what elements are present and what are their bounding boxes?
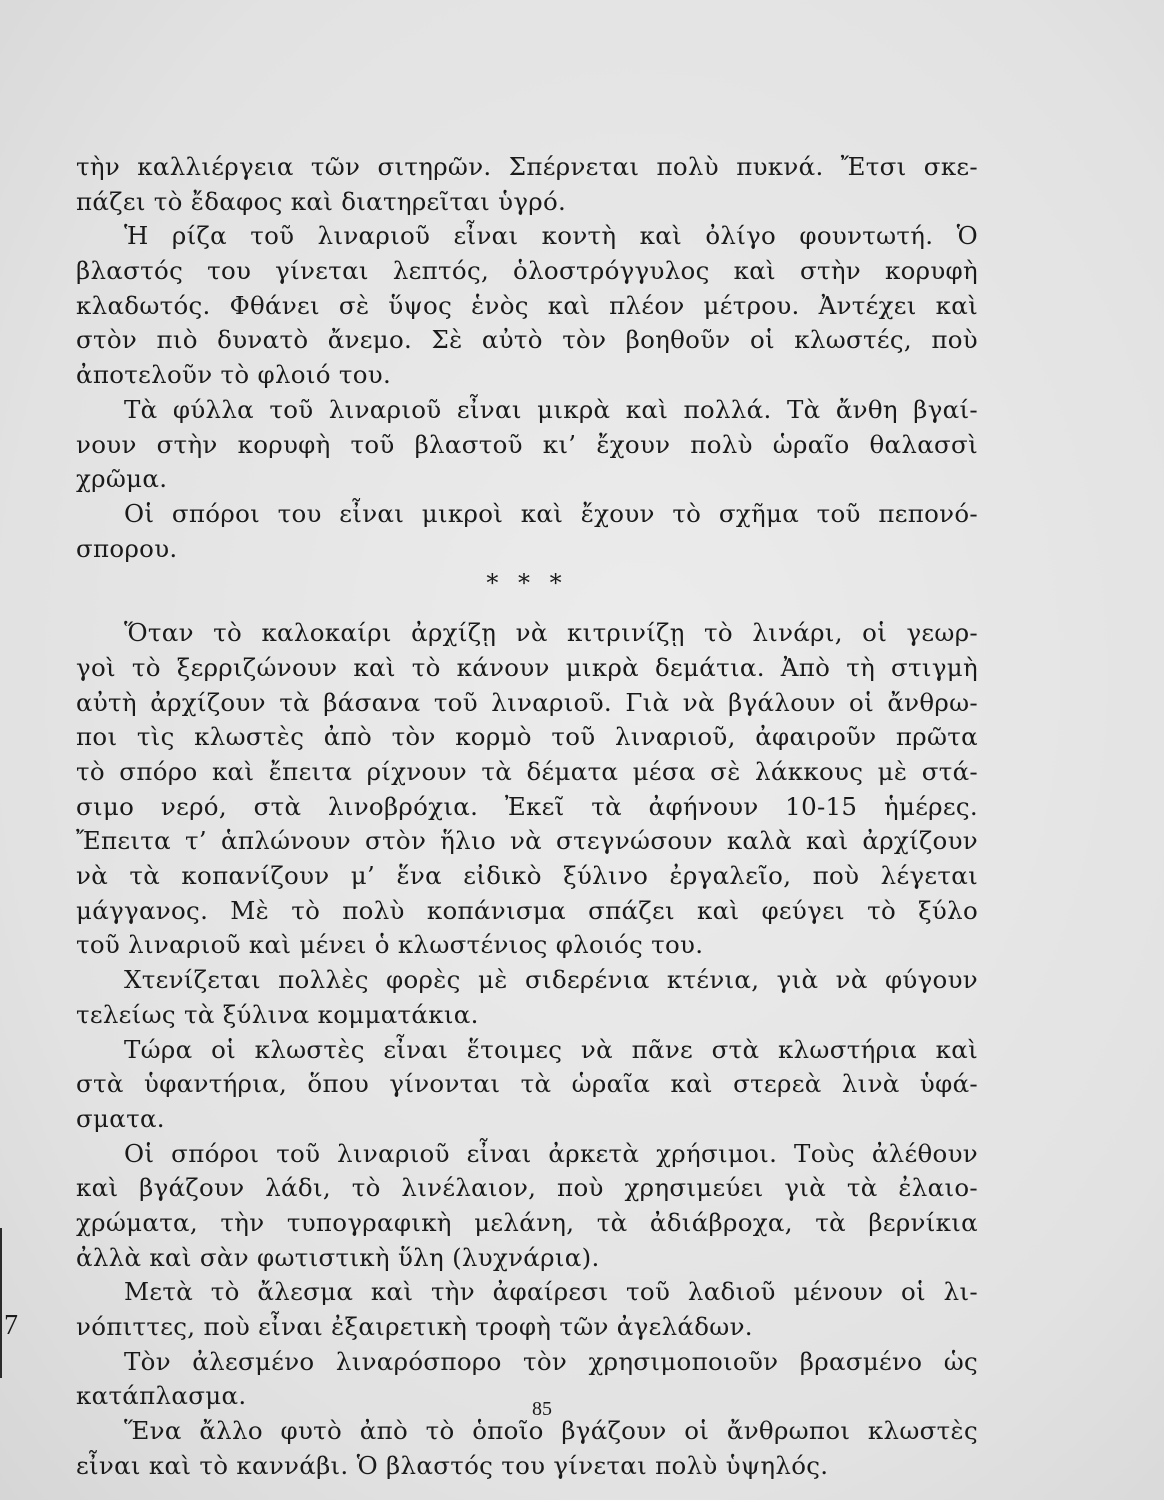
paragraph: [76, 1033, 978, 1137]
text-line: τὴν καλλιέργεια τῶν σιτηρῶν. Σπέρνεται πολὺ πυκνά. Ἔτσι σκε-: [76, 152, 978, 181]
text-line: στὰ ὑφαντήρια, ὅπου γίνονται τὰ ὡραῖα καὶ στερεὰ λινὰ ὑφά-: [76, 1069, 978, 1099]
text-line: καὶ βγάζουν λάδι, τὸ λινέλαιον, ποὺ χρησιμεύει γιὰ τὰ ἐλαιο-: [76, 1173, 978, 1203]
text-line: ποι τὶς κλωστὲς ἀπὸ τὸν κορμὸ τοῦ λιναριοῦ, ἀφαιροῦν πρῶτα: [76, 722, 978, 752]
text-line: πάζει τὸ ἔδαφος καὶ διατηρεῖται ὑγρό.: [76, 186, 567, 216]
text-line: Τὸν ἀλεσμένο λιναρόσπορο τὸν χρησιμοποιοῦν βρασμένο ὡς: [124, 1346, 978, 1376]
text-line: νόπιττες, ποὺ εἶναι ἐξαιρετικὴ τροφὴ τῶν ἀγελάδων.: [76, 1312, 753, 1341]
margin-mark: 7: [4, 1310, 18, 1341]
text-line: χρώματα, τὴν τυπογραφικὴ μελάνη, τὰ ἀδιάβροχα, τὰ βερνίκια: [76, 1207, 978, 1237]
text-line: αὐτὴ ἀρχίζουν τὰ βάσανα τοῦ λιναριοῦ. Γιὰ νὰ βγάλουν οἱ ἄνθρω-: [76, 687, 978, 717]
text-line: σματα.: [76, 1103, 165, 1133]
text-line: στὸν πιὸ δυνατὸ ἄνεμο. Σὲ αὐτὸ τὸν βοηθοῦν οἱ κλωστές, ποὺ: [76, 325, 978, 355]
text-line: τελείως τὰ ξύλινα κομματάκια.: [76, 999, 479, 1029]
text-line: Τὰ φύλλα τοῦ λιναριοῦ εἶναι μικρὰ καὶ πολλά. Τὰ ἄνθη βγαί-: [124, 394, 978, 424]
paragraph: [76, 219, 978, 392]
text-line: βλαστός του γίνεται λεπτός, ὁλοστρόγγυλος καὶ στὴν κορυφὴ: [76, 256, 978, 286]
text-line: γοὶ τὸ ξερριζώνουν καὶ τὸ κάνουν μικρὰ δεμάτια. Ἀπὸ τὴ στιγμὴ: [76, 652, 978, 682]
paragraph: [76, 963, 978, 1032]
paragraph: [76, 150, 978, 219]
text-line: Χτενίζεται πολλὲς φορὲς μὲ σιδερένια κτένια, γιὰ νὰ φύγουν: [124, 965, 978, 995]
section-before-separator: [76, 150, 978, 566]
paragraph: [76, 1414, 978, 1483]
text-line: σπορου.: [76, 533, 178, 563]
paragraph: [76, 393, 978, 497]
text-line: μάγγανος. Μὲ τὸ πολὺ κοπάνισμα σπάζει καὶ φεύγει τὸ ξύλο: [76, 895, 978, 925]
margin-rule: [0, 1228, 2, 1378]
text-line: Ἡ ρίζα τοῦ λιναριοῦ εἶναι κοντὴ καὶ ὀλίγο φουντωτή. Ὁ: [124, 221, 978, 251]
text-line: ἀποτελοῦν τὸ φλοιό του.: [76, 360, 392, 390]
text-line: Οἱ σπόροι του εἶναι μικροὶ καὶ ἔχουν τὸ σχῆμα τοῦ πεπονό-: [124, 498, 978, 528]
text-line: κατάπλασμα.: [76, 1381, 247, 1411]
text-line: νουν στὴν κορυφὴ τοῦ βλαστοῦ κι’ ἔχουν πολὺ ὡραῖο θαλασσὶ: [76, 429, 978, 459]
paragraph: [76, 1275, 978, 1344]
text-line: Οἱ σπόροι τοῦ λιναριοῦ εἶναι ἀρκετὰ χρήσιμοι. Τοὺς ἀλέθουν: [124, 1138, 978, 1168]
text-line: τὸ σπόρο καὶ ἔπειτα ρίχνουν τὰ δέματα μέσα σὲ λάκκους μὲ στά-: [76, 757, 978, 786]
text-line: Ἕνα ἄλλο φυτὸ ἀπὸ τὸ ὁποῖο βγάζουν οἱ ἄνθρωποι κλωστὲς: [124, 1416, 978, 1446]
text-line: εἶναι καὶ τὸ καννάβι. Ὁ βλαστός του γίνεται πολὺ ὑψηλός.: [76, 1450, 829, 1480]
paragraph: [76, 497, 978, 566]
text-line: σιμο νερό, στὰ λινοβρόχια. Ἐκεῖ τὰ ἀφήνουν 10-15 ἡμέρες.: [76, 791, 978, 821]
text-line: Τώρα οἱ κλωστὲς εἶναι ἕτοιμες νὰ πᾶνε στὰ κλωστήρια καὶ: [124, 1034, 978, 1064]
text-line: Ἔπειτα τ’ ἁπλώνουν στὸν ἥλιο νὰ στεγνώσουν καλὰ καὶ ἀρχίζουν: [76, 826, 978, 856]
paragraph: [76, 616, 978, 963]
text-line: νὰ τὰ κοπανίζουν μ’ ἕνα εἰδικὸ ξύλινο ἐργαλεῖο, ποὺ λέγεται: [76, 861, 978, 891]
text-line: κλαδωτός. Φθάνει σὲ ὕψος ἑνὸς καὶ πλέον μέτρου. Ἀντέχει καὶ: [76, 290, 978, 320]
section-after-separator: [76, 616, 978, 1483]
text-line: Ὅταν τὸ καλοκαίρι ἀρχίζῃ νὰ κιτρινίζῃ τὸ λινάρι, οἱ γεωρ-: [124, 618, 978, 648]
text-line: ἀλλὰ καὶ σὰν φωτιστικὴ ὕλη (λυχνάρια).: [76, 1242, 600, 1272]
page-number: 85: [532, 1398, 552, 1420]
text-line: χρῶμα.: [76, 464, 168, 494]
text-line: Μετὰ τὸ ἄλεσμα καὶ τὴν ἀφαίρεσι τοῦ λαδιοῦ μένουν οἱ λι-: [124, 1277, 978, 1307]
body-text: [76, 150, 978, 1483]
section-separator: * * *: [486, 569, 568, 598]
paragraph: [76, 1137, 978, 1276]
text-line: τοῦ λιναριοῦ καὶ μένει ὁ κλωστένιος φλοιός του.: [76, 930, 704, 960]
